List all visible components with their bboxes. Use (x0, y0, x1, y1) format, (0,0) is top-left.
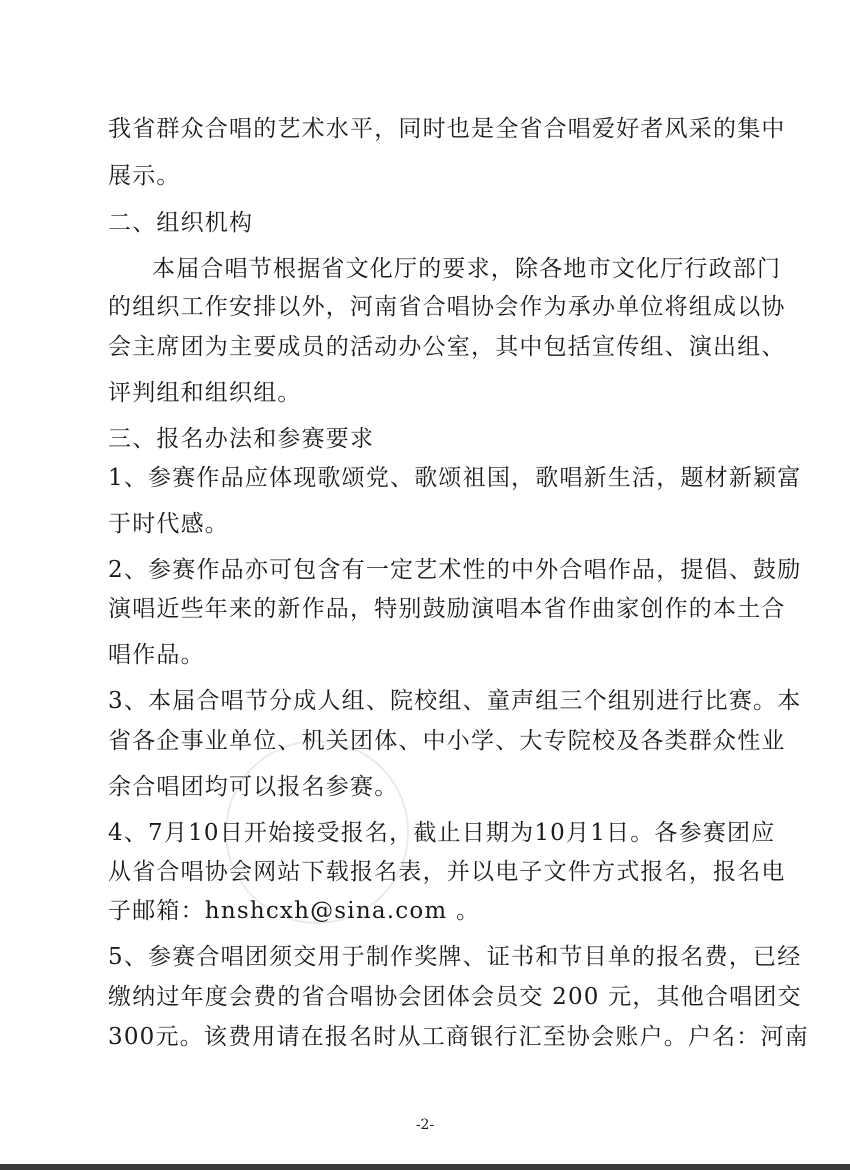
text-line: 2、参赛作品亦可包含有一定艺术性的中外合唱作品，提倡、鼓励 (108, 557, 802, 583)
text-line: 省各企事业单位、机关团体、中小学、大专院校及各类群众性业 (108, 728, 786, 754)
text-line: 缴纳过年度会费的省合唱协会团体会员交 200 元，其他合唱团交 (108, 984, 802, 1010)
text-line: 评判组和组织组。 (108, 380, 302, 406)
text-line: 演唱近些年来的新作品，特别鼓励演唱本省作曲家创作的本土合 (108, 596, 786, 622)
section-heading: 三、报名办法和参赛要求 (108, 426, 375, 452)
section-heading: 二、组织机构 (108, 210, 254, 236)
text-line: 1、参赛作品应体现歌颂党、歌颂祖国，歌唱新生活，题材新颖富 (108, 465, 802, 491)
text-line: 于时代感。 (108, 511, 229, 537)
scan-bottom-edge (0, 1164, 850, 1170)
text-line: 本届合唱节根据省文化厅的要求，除各地市文化厅行政部门 (152, 256, 782, 282)
text-line: 5、参赛合唱团须交用于制作奖牌、证书和节目单的报名费，已经 (108, 944, 802, 970)
text-line: 唱作品。 (108, 642, 205, 668)
page-number: -2- (415, 1117, 435, 1133)
text-line: 4、7月10日开始接受报名，截止日期为10月1日。各参赛团应 (108, 820, 776, 846)
text-line: 会主席团为主要成员的活动办公室，其中包括宣传组、演出组、 (108, 334, 786, 360)
text-line: 从省合唱协会网站下载报名表，并以电子文件方式报名，报名电 (108, 859, 786, 885)
text-line: 子邮箱：hnshcxh@sina.com 。 (108, 898, 481, 924)
text-line: 余合唱团均可以报名参赛。 (108, 774, 399, 800)
text-line: 我省群众合唱的艺术水平，同时也是全省合唱爱好者风采的集中 (108, 116, 786, 142)
text-line: 展示。 (108, 163, 181, 189)
text-line: 3、本届合唱节分成人组、院校组、童声组三个组别进行比赛。本 (108, 688, 802, 714)
text-line: 300元。该费用请在报名时从工商银行汇至协会账户。户名：河南 (108, 1024, 809, 1050)
text-line: 的组织工作安排以外，河南省合唱协会作为承办单位将组成以协 (108, 294, 786, 320)
